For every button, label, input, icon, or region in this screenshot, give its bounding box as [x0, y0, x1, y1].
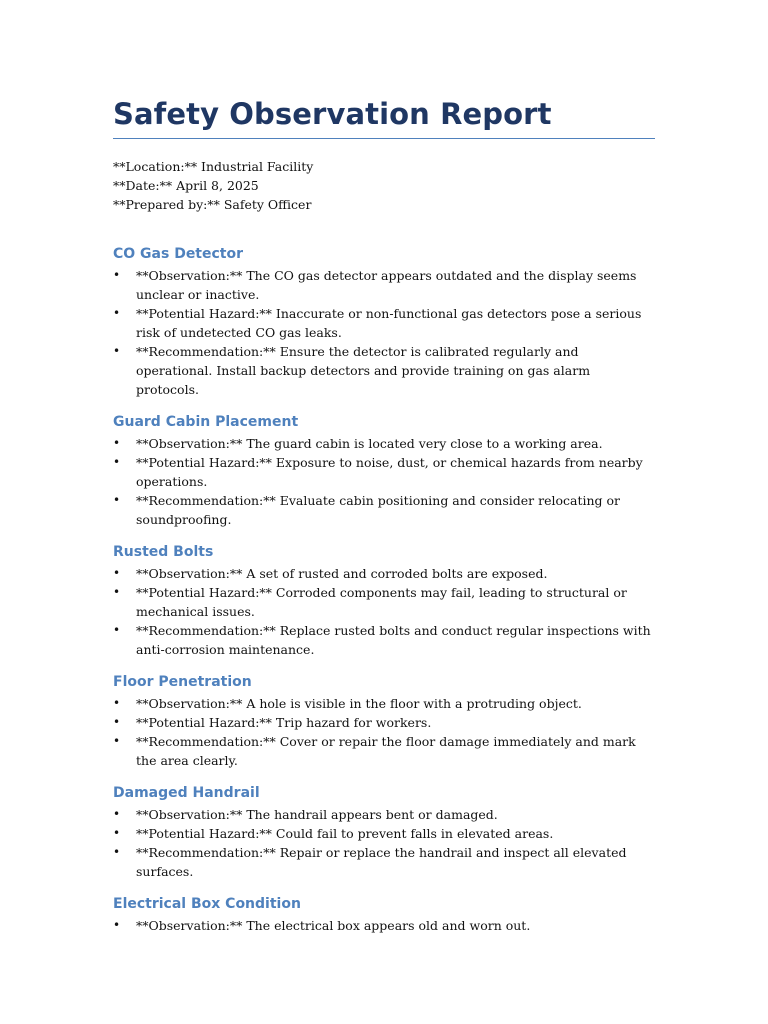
section-heading: Electrical Box Condition: [113, 896, 301, 912]
bullet-icon: •: [113, 918, 121, 932]
section-guard-cabin-placement: [113, 412, 655, 529]
list-item-text: **Recommendation:** Repair or replace the handrail and inspect all elevated surfaces.: [136, 845, 627, 879]
bullet-icon: •: [113, 826, 121, 840]
bullet-icon: •: [113, 268, 121, 282]
list-item: [113, 453, 655, 491]
list-item-text: **Recommendation:** Cover or repair the floor damage immediately and mark the area clearly.: [136, 734, 636, 768]
list-item: [113, 564, 655, 583]
meta-date: **Date:** April 8, 2025: [113, 178, 259, 193]
list-item-text: **Recommendation:** Replace rusted bolts and conduct regular inspections with anti-corrosion maintenance.: [136, 623, 651, 657]
list-item-text: **Potential Hazard:** Could fail to prevent falls in elevated areas.: [136, 826, 554, 841]
list-item: [113, 583, 655, 621]
list-item-text: **Potential Hazard:** Trip hazard for workers.: [136, 715, 432, 730]
meta-location: **Location:** Industrial Facility: [113, 159, 314, 174]
page-title: Safety Observation Report: [113, 96, 655, 139]
list-item-text: **Observation:** A hole is visible in the floor with a protruding object.: [136, 696, 582, 711]
bullet-icon: •: [113, 585, 121, 599]
bullet-icon: •: [113, 734, 121, 748]
list-item-text: **Recommendation:** Evaluate cabin positioning and consider relocating or soundproofing.: [136, 493, 621, 527]
list-item: [113, 843, 655, 881]
section-list: [113, 805, 655, 881]
list-item-text: **Observation:** The guard cabin is located very close to a working area.: [136, 436, 603, 451]
section-list: [113, 434, 655, 529]
section-list: [113, 694, 655, 770]
bullet-icon: •: [113, 845, 121, 859]
section-list: [113, 564, 655, 659]
list-item-text: **Potential Hazard:** Exposure to noise, dust, or chemical hazards from nearby operations.: [136, 455, 643, 489]
bullet-icon: •: [113, 306, 121, 320]
section-heading: Rusted Bolts: [113, 544, 214, 560]
bullet-icon: •: [113, 493, 121, 507]
list-item: [113, 805, 655, 824]
list-item-text: **Observation:** A set of rusted and corroded bolts are exposed.: [136, 566, 548, 581]
list-item-text: **Observation:** The CO gas detector appears outdated and the display seems unclear or inactive.: [136, 268, 637, 302]
bullet-icon: •: [113, 344, 121, 358]
report-meta: [113, 157, 655, 214]
section-heading: Damaged Handrail: [113, 785, 260, 801]
list-item: [113, 916, 655, 935]
bullet-icon: •: [113, 715, 121, 729]
bullet-icon: •: [113, 566, 121, 580]
section-co-gas-detector: [113, 244, 655, 399]
section-rusted-bolts: [113, 542, 655, 659]
bullet-icon: •: [113, 696, 121, 710]
list-item: [113, 713, 655, 732]
section-heading: Guard Cabin Placement: [113, 414, 299, 430]
list-item: [113, 266, 655, 304]
bullet-icon: •: [113, 455, 121, 469]
list-item: [113, 694, 655, 713]
section-electrical-box-condition: [113, 894, 655, 935]
section-heading: Floor Penetration: [113, 674, 252, 690]
list-item-text: **Potential Hazard:** Corroded components may fail, leading to structural or mechanical issues.: [136, 585, 627, 619]
list-item-text: **Observation:** The electrical box appears old and worn out.: [136, 918, 531, 933]
bullet-icon: •: [113, 807, 121, 821]
bullet-icon: •: [113, 436, 121, 450]
meta-prepared-by: **Prepared by:** Safety Officer: [113, 197, 312, 212]
section-list: [113, 916, 655, 935]
section-heading: CO Gas Detector: [113, 246, 244, 262]
list-item: [113, 434, 655, 453]
list-item: [113, 732, 655, 770]
list-item: [113, 342, 655, 399]
bullet-icon: •: [113, 623, 121, 637]
list-item: [113, 621, 655, 659]
list-item: [113, 304, 655, 342]
list-item: [113, 491, 655, 529]
section-damaged-handrail: [113, 783, 655, 881]
section-floor-penetration: [113, 672, 655, 770]
list-item-text: **Recommendation:** Ensure the detector is calibrated regularly and operational. Install backup detectors and provide training on gas alarm protocols.: [136, 344, 591, 397]
list-item-text: **Observation:** The handrail appears bent or damaged.: [136, 807, 498, 822]
list-item-text: **Potential Hazard:** Inaccurate or non-functional gas detectors pose a serious risk of undetected CO gas leaks.: [136, 306, 642, 340]
section-list: [113, 266, 655, 399]
list-item: [113, 824, 655, 843]
